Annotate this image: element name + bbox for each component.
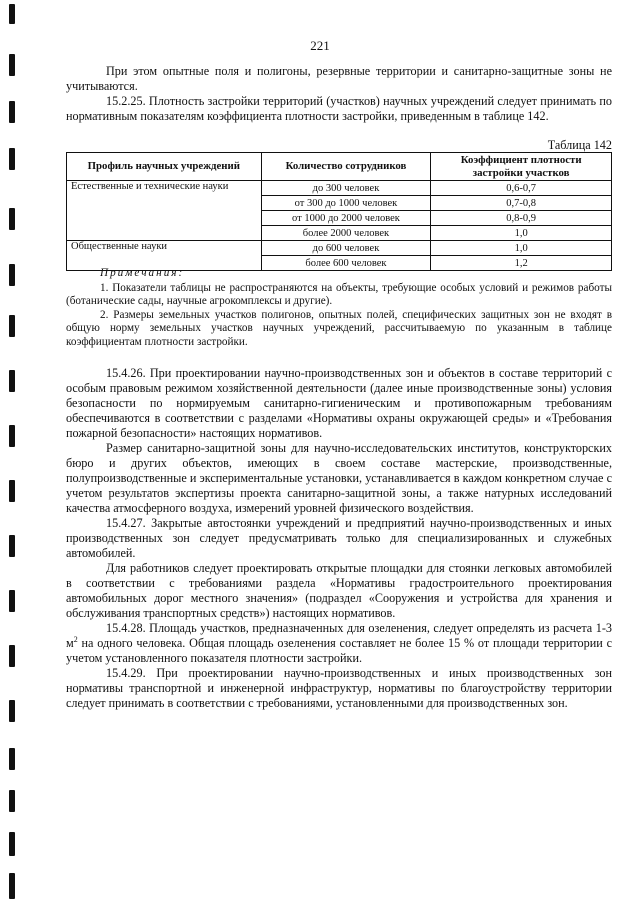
notes-title: Примечания:	[100, 267, 185, 279]
binder-mark	[9, 208, 15, 230]
paragraph-15-4-29: 15.4.29. При проектировании научно-производственных и иных производственных зон нормативы транспортной и инженерной инфраструктур, нормативы по благоустройству территории следует принимать в соответствии с требованиями, установленными для производственных зон.	[66, 666, 612, 710]
header-staff: Количество сотрудников	[261, 153, 431, 181]
binder-mark	[9, 370, 15, 392]
binder-mark	[9, 748, 15, 770]
staff-cell: до 300 человек	[261, 181, 431, 196]
note-2: 2. Размеры земельных участков полигонов, опытных полей, специфических защитных зон не входят в общую норму земельных участков научных учреждений, рассчитываемую по указанным в таблице коэффициентам плотности застройки.	[66, 308, 612, 348]
intro-section	[66, 64, 612, 124]
binder-mark	[9, 264, 15, 286]
binder-mark	[9, 535, 15, 557]
table-header-row	[67, 153, 612, 181]
binder-mark	[9, 425, 15, 447]
table-row	[67, 181, 612, 196]
body-section	[66, 366, 612, 711]
staff-cell: более 2000 человек	[261, 226, 431, 241]
page-number: 221	[310, 38, 330, 53]
staff-cell: от 1000 до 2000 человек	[261, 211, 431, 226]
paragraph-15-4-26: 15.4.26. При проектировании научно-производственных зон и объектов в составе территорий с особым правовым режимом хозяйственной деятельности (далее иные производственные зоны) условия безопасности по нормируемым санитарно-гигиеническим и противопожарным требованиям обеспечиваются в соответствии с разделами «Нормативы охраны окружающей среды» и «Требования пожарной безопасности» настоящих нормативов.	[66, 366, 612, 440]
coefficient-cell: 1,0	[431, 241, 612, 256]
binder-mark	[9, 480, 15, 502]
header-coefficient: Коэффициент плотности застройки участков	[431, 153, 612, 181]
staff-cell: до 600 человек	[261, 241, 431, 256]
coefficient-cell: 0,6-0,7	[431, 181, 612, 196]
staff-cell: от 300 до 1000 человек	[261, 196, 431, 211]
coefficient-cell: 0,8-0,9	[431, 211, 612, 226]
intro-paragraph-1: При этом опытные поля и полигоны, резервные территории и санитарно-защитные зоны не учитываются.	[66, 64, 612, 93]
paragraph-15-4-28-end: на одного человека. Общая площадь озеленения составляет не более 15 % от площади территории с учетом установленного показателя плотности застройки.	[66, 636, 612, 665]
coefficient-cell: 1,0	[431, 226, 612, 241]
profile-cell: Общественные науки	[67, 241, 262, 271]
coefficient-cell: 1,2	[431, 256, 612, 271]
staff-cell: более 600 человек	[261, 256, 431, 271]
note-1: 1. Показатели таблицы не распространяются на объекты, требующие особых условий и режимов работы (ботанические сады, научные агрокомплексы и другие).	[66, 281, 612, 308]
binder-mark	[9, 4, 15, 24]
paragraph-15-4-28	[66, 621, 612, 666]
binder-mark	[9, 873, 15, 899]
binder-mark	[9, 790, 15, 812]
coefficient-cell: 0,7-0,8	[431, 196, 612, 211]
binder-mark	[9, 101, 15, 123]
binder-mark	[9, 700, 15, 722]
binder-mark	[9, 645, 15, 667]
table-row	[67, 241, 612, 256]
notes-section	[66, 267, 612, 350]
binder-mark	[9, 832, 15, 856]
paragraph-15-4-28-start: 15.4.28. Площадь участков, предназначенных для озеленения, следует определять из расчета 1-3 м	[66, 621, 612, 650]
table-caption: Таблица 142	[547, 138, 612, 152]
square-superscript: 2	[73, 634, 78, 644]
profile-cell: Естественные и технические науки	[67, 181, 262, 241]
binder-mark	[9, 148, 15, 170]
paragraph-parking: Для работников следует проектировать открытые площадки для стоянки легковых автомобилей в соответствии с требованиями раздела «Нормативы градостроительного проектирования автомобильных дорог местного значения» (подраздел «Сооружения и устройства для хранения и обслуживания транспортных средств») настоящих нормативов.	[66, 561, 612, 620]
intro-paragraph-2: 15.2.25. Плотность застройки территорий (участков) научных учреждений следует принимать по нормативным показателям коэффициента плотности застройки, приведенным в таблице 142.	[66, 94, 612, 123]
header-profile: Профиль научных учреждений	[67, 153, 262, 181]
density-table	[66, 152, 612, 271]
binder-mark	[9, 315, 15, 337]
binder-mark	[9, 590, 15, 612]
binder-mark	[9, 54, 15, 76]
paragraph-15-4-27: 15.4.27. Закрытые автостоянки учреждений и предприятий научно-производственных и иных производственных зон следует предусматривать только для специализированных и служебных автомобилей.	[66, 516, 612, 560]
paragraph-sanitary-zone: Размер санитарно-защитной зоны для научно-исследовательских институтов, конструкторских бюро и других объектов, имеющих в своем составе мастерские, производственные, полупроизводственные и экспериментальные установки, устанавливается в каждом конкретном случае с учетом результатов экспертизы проекта санитарно-защитной зоны, а также натурных исследований качества атмосферного воздуха, измерений уровней физического воздействия.	[66, 441, 612, 515]
